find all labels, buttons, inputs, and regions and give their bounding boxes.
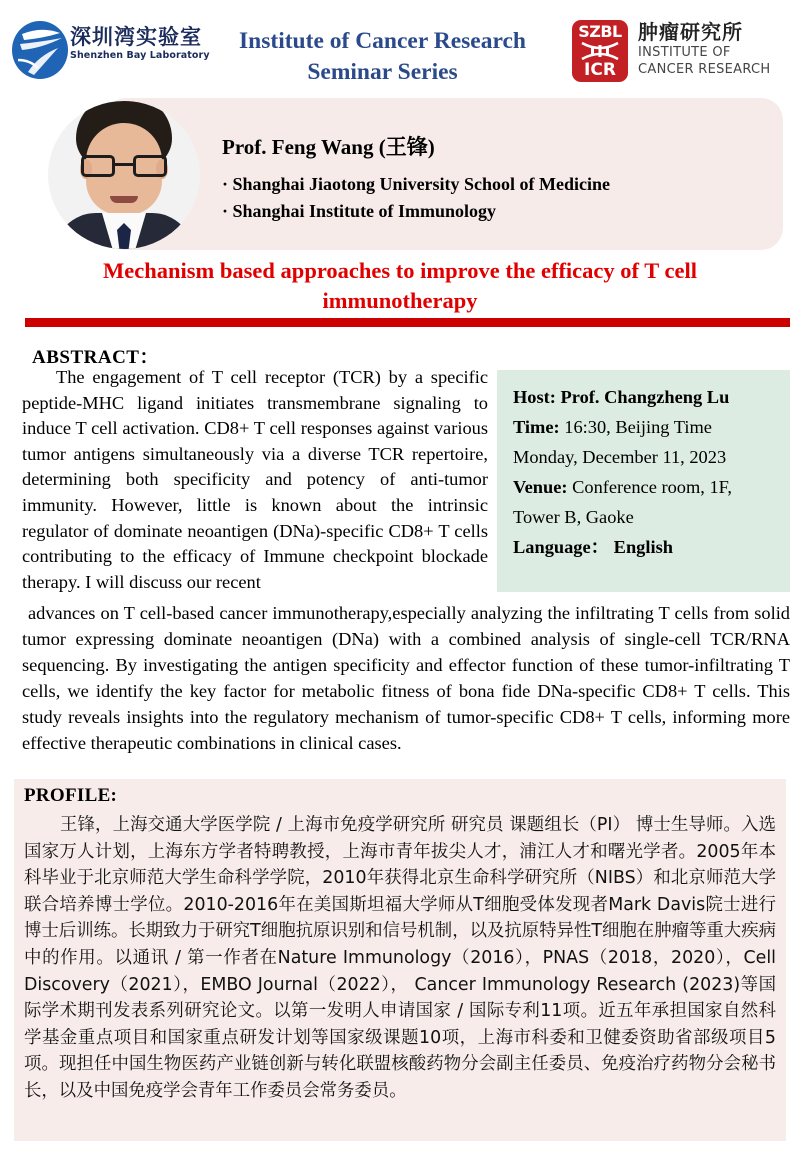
page-title	[205, 26, 560, 88]
poster-header	[0, 0, 800, 100]
speaker-info	[222, 133, 767, 225]
speaker-affiliation-2: · Shanghai Institute of Immunology	[222, 201, 497, 221]
profile-body: 王锋，上海交通大学医学院 / 上海市免疫学研究所 研究员 课题组长（PI） 博士生导师。入选国家万人计划，上海东方学者特聘教授，上海市青年拔尖人才，浦江人才和曙光学者。2005年本科毕业于北京师范大学生命科学学院，2010年获得北京生命科学研究所（NIBS）和北京师范大学联合培养博士学位。2010-2016年在美国斯坦福大学师从T细胞受体发现者Mark Davis院士进行博士后训练。长期致力于研究T细胞抗原识别和信号机制，以及抗原特异性T细胞在肿瘤等重大疾病中的作用。以通讯 / 第一作者在Nature Immunology（2016），PNAS（2018，2020），Cell Discovery（2021），EMBO Journal（2022）， Cancer Immunology Research (2023)等国际学术期刊发表系列研究论文。以第一发明人申请国家 / 国际专利11项。近五年承担国家自然科学基金重点项目和国家重点研发计划等国家级课题10项，上海市科委和卫健委资助省部级项目5项。现担任中国生物医药产业链创新与转化联盟核酸药物分会副主任委员、免疫治疗药物分会秘书长，以及中国免疫学会青年工作委员会常务委员。	[24, 815, 776, 1101]
detail-venue-2: Tower B, Gaoke	[513, 507, 634, 527]
venue-label: Venue:	[513, 477, 568, 497]
detail-venue	[513, 472, 790, 502]
detail-language	[513, 532, 790, 562]
venue-value: Conference room, 1F,	[572, 477, 733, 497]
icr-logo-en-line1: INSTITUTE OF	[638, 45, 731, 60]
icr-logo-cn: 肿瘤研究所	[638, 20, 743, 44]
host-label: Host:	[513, 387, 556, 407]
abstract-body-full: advances on T cell-based cancer immunotherapy,especially analyzing the infiltrating T cells from solid tumor expressing dominate neoantigen (DNa) with a combined analysis of single-cell TCR/RNA sequencing. By investigating the antigen specificity and effector function of these tumor-infiltrating T cells, we identify the key factor for metabolic fitness of bona fide DNa-specific CD8+ T cells. This study reveals insights into the regulatory mechanism of tumor-specific CD8+ T cells, informing more effective therapeutic combinations in clinical cases.	[22, 603, 790, 753]
time-value: 16:30, Beijing Time	[564, 417, 712, 437]
page-title-line1: Institute of Cancer Research	[239, 28, 526, 54]
time-label: Time:	[513, 417, 560, 437]
profile-label: PROFILE:	[24, 785, 118, 806]
icr-badge	[572, 20, 628, 82]
shenzhen-bay-laboratory-mark-icon	[8, 20, 72, 80]
abstract-label: ABSTRACT：	[32, 347, 159, 368]
szbl-logo-cn: 深圳湾实验室	[70, 25, 202, 49]
speaker-affiliation-1: · Shanghai Jiaotong University School of Medicine	[222, 174, 611, 194]
szbl-logo-en: Shenzhen Bay Laboratory	[70, 50, 210, 61]
detail-host	[513, 382, 790, 412]
divider	[25, 318, 790, 327]
icr-badge-top: SZBL	[578, 22, 622, 41]
avatar-mouth	[110, 196, 138, 203]
glasses-icon	[81, 155, 167, 177]
dna-helix-icon	[572, 41, 628, 61]
host-value: Prof. Changzheng Lu	[560, 387, 730, 407]
page-title-line2: Seminar Series	[307, 59, 458, 85]
avatar	[48, 101, 200, 249]
szbl-icr-logo	[572, 20, 797, 84]
detail-time	[513, 412, 790, 442]
speaker-name: Prof. Feng Wang (王锋)	[222, 135, 435, 159]
language-value: English	[613, 537, 673, 557]
icr-badge-bottom: ICR	[584, 60, 616, 80]
detail-date: Monday, December 11, 2023	[513, 447, 727, 467]
seminar-details-box	[497, 370, 790, 592]
shenzhen-bay-laboratory-logo	[8, 20, 208, 82]
talk-title: Mechanism based approaches to improve the efficacy of T cell immunotherapy	[103, 258, 697, 313]
language-label: Language：	[513, 537, 610, 557]
icr-logo-en-line2: CANCER RESEARCH	[638, 62, 771, 77]
abstract-body-column: The engagement of T cell receptor (TCR) by a specific peptide-MHC ligand initiates transmembrane signaling to induce T cell activation. CD8+ T cell responses against various tumor antigens simultaneously via a diverse TCR repertoire, determining both specificity and potency of anti-tumor immunity. However, little is known about the intrinsic regulator of dominate neoantigen (DNa)-specific CD8+ T cells contributing to the efficacy of Immune checkpoint blockade therapy. I will discuss our recent	[22, 367, 488, 592]
